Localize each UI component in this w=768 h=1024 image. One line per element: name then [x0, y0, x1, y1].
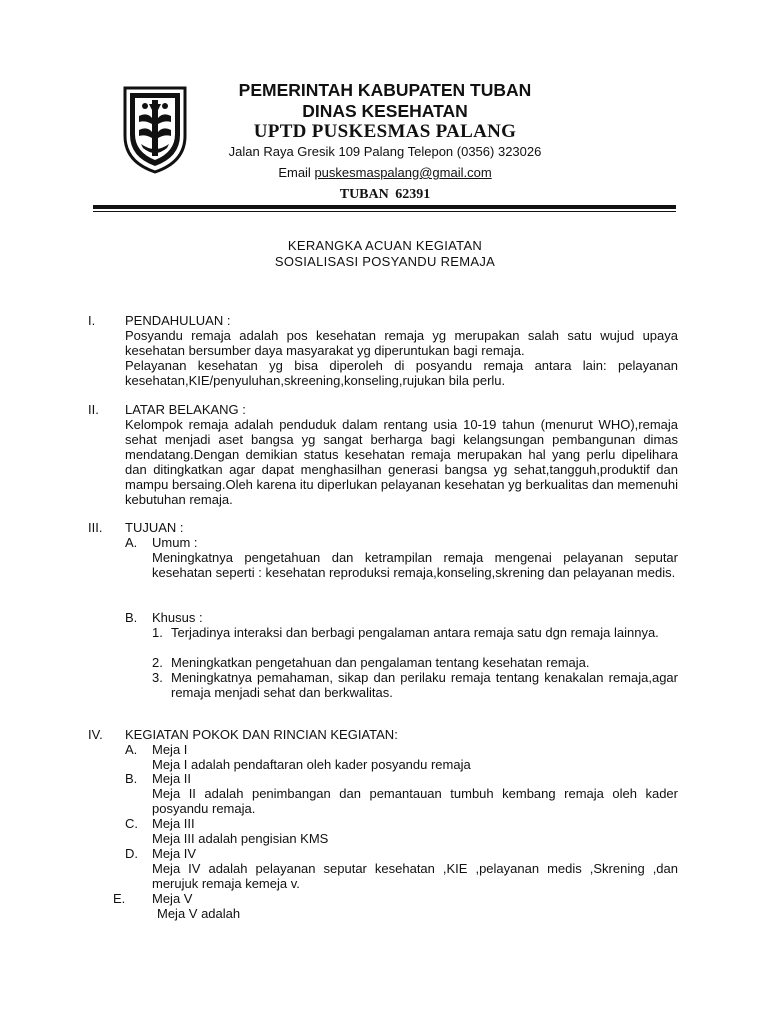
section-number: I.	[88, 313, 96, 328]
activity-label: Meja III	[152, 816, 195, 831]
subsection-paragraph: Meningkatnya pengetahuan dan ketrampilan remaja mengenai pelayanan seputar kesehatan seperti : kesehatan reproduksi remaja,konseling,skrening dan pelayanan medis.	[152, 550, 678, 580]
letterhead-city: TUBAN 62391	[339, 187, 431, 202]
section-heading: KEGIATAN POKOK DAN RINCIAN KEGIATAN:	[125, 727, 398, 742]
section-heading: TUJUAN :	[125, 520, 184, 535]
activity-letter: E.	[113, 891, 126, 906]
section-paragraph: Kelompok remaja adalah penduduk dalam rentang usia 10-19 tahun (menurut WHO),remaja sehat menjadi aset bangsa yg sangat berharga bagi kelangsungan pembangunan dimas mendatang.Dengan demikian status kesehatan remaja merupakan hal yang perlu dipelihara dan ditingkatkan agar dapat menghasilhan generasi bangsa yg sehat,tangguh,produktif dan mampu bersaing.Oleh karena itu diperlukan pelayanan kesehatan yg berkualitas dan memenuhi kebutuhan remaja.	[125, 417, 678, 507]
document-subtitle: SOSIALISASI POSYANDU REMAJA	[274, 254, 496, 269]
section-number: II.	[88, 402, 99, 417]
email-label: Email	[278, 165, 311, 180]
letterhead-email-line	[200, 165, 570, 180]
section-number: IV.	[88, 727, 103, 742]
list-item-number: 3.	[152, 670, 163, 685]
activity-description: Meja V adalah	[157, 906, 241, 921]
letterhead-unit: UPTD PUSKESMAS PALANG	[253, 121, 517, 142]
section-heading: LATAR BELAKANG :	[125, 402, 246, 417]
subsection-letter: A.	[125, 535, 138, 550]
letterhead-government: PEMERINTAH KABUPATEN TUBAN	[238, 80, 532, 100]
activity-description: Meja II adalah penimbangan dan pemantauan tumbuh kembang remaja oleh kader posyandu remaja.	[152, 786, 678, 816]
activity-label: Meja V	[152, 891, 193, 906]
letterhead-divider-thick	[93, 205, 676, 209]
activity-letter: C.	[125, 816, 138, 831]
letterhead-department: DINAS KESEHATAN	[302, 101, 468, 121]
activity-letter: D.	[125, 846, 138, 861]
activity-letter: A.	[125, 742, 138, 757]
section-paragraph: Posyandu remaja adalah pos kesehatan remaja yg merupakan salah satu wujud upaya kesehatan bersumber daya masyarakat yg diperuntukan bagi remaja.	[125, 328, 678, 358]
regency-emblem-logo	[121, 84, 189, 174]
list-item: Meningkatkan pengetahuan dan pengalaman tentang kesehatan remaja.	[171, 655, 590, 670]
activity-label: Meja II	[152, 771, 192, 786]
subsection-label: Umum :	[152, 535, 198, 550]
list-item: Terjadinya interaksi dan berbagi pengalaman antara remaja satu dgn remaja lainnya.	[171, 625, 659, 640]
activity-label: Meja IV	[152, 846, 197, 861]
letterhead-divider-thin	[93, 211, 676, 212]
document-title: KERANGKA ACUAN KEGIATAN	[287, 238, 483, 253]
letterhead-address: Jalan Raya Gresik 109 Palang Telepon (0356) 323026	[228, 144, 542, 159]
activity-description: Meja IV adalah pelayanan seputar kesehatan ,KIE ,pelayanan medis ,Skrening ,dan merujuk remaja kemeja v.	[152, 861, 678, 891]
activity-description: Meja I adalah pendaftaran oleh kader posyandu remaja	[152, 757, 471, 772]
section-heading: PENDAHULUAN :	[125, 313, 231, 328]
email-link[interactable]: puskesmaspalang@gmail.com	[314, 165, 492, 180]
list-item-number: 1.	[152, 625, 163, 640]
subsection-label: Khusus :	[152, 610, 203, 625]
activity-description: Meja III adalah pengisian KMS	[152, 831, 329, 846]
section-paragraph: Pelayanan kesehatan yg bisa diperoleh di posyandu remaja antara lain: pelayanan kesehatan,KIE/penyuluhan,skreening,konseling,rujukan bila perlu.	[125, 358, 678, 388]
section-number: III.	[88, 520, 103, 535]
list-item: Meningkatnya pemahaman, sikap dan perilaku remaja tentang kenakalan remaja,agar remaja menjadi sehat dan berkwalitas.	[171, 670, 678, 700]
activity-label: Meja I	[152, 742, 188, 757]
list-item-number: 2.	[152, 655, 163, 670]
subsection-letter: B.	[125, 610, 138, 625]
activity-letter: B.	[125, 771, 138, 786]
